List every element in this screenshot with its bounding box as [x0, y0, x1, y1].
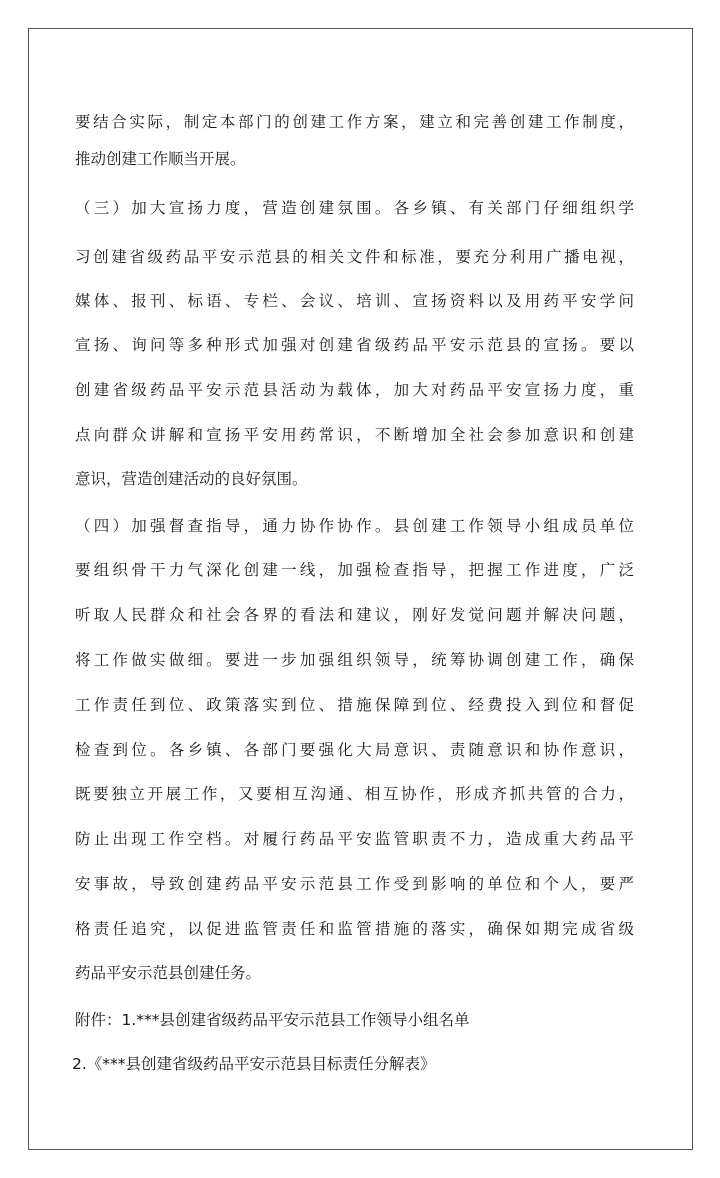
text-line: 宣扬、询问等多种形式加强对创建省级药品平安示范县的宣扬。要以	[75, 336, 634, 354]
text-line: 检查到位。各乡镇、各部门要强化大局意识、责随意识和协作意识，	[75, 741, 634, 759]
text-line: 药品平安示范县创建任务。	[75, 964, 262, 982]
text-line: 工作责任到位、政策落实到位、措施保障到位、经费投入到位和督促	[75, 696, 634, 714]
text-line: 创建省级药品平安示范县活动为载体，加大对药品平安宣扬力度，重	[75, 381, 634, 399]
text-line: （三）加大宣扬力度，营造创建氛围。各乡镇、有关部门仔细组织学	[75, 199, 634, 217]
attachment-line-2: 2.《***县创建省级药品平安示范县目标责任分解表》	[72, 1055, 436, 1073]
text-line: 要结合实际，制定本部门的创建工作方案，建立和完善创建工作制度，	[75, 113, 634, 131]
text-line: 将工作做实做细。要进一步加强组织领导，统筹协调创建工作，确保	[75, 651, 634, 669]
text-line: （四）加强督查指导，通力协作协作。县创建工作领导小组成员单位	[75, 517, 634, 535]
text-line: 点向群众讲解和宣扬平安用药常识，不断增加全社会参加意识和创建	[75, 426, 634, 444]
text-line: 听取人民群众和社会各界的看法和建议，刚好发觉问题并解决问题，	[75, 606, 634, 624]
attachment-line-1: 附件：1.***县创建省级药品平安示范县工作领导小组名单	[75, 1011, 470, 1029]
text-line: 防止出现工作空档。对履行药品平安监管职责不力，造成重大药品平	[75, 830, 634, 848]
text-line: 意识，营造创建活动的良好氛围。	[75, 470, 308, 488]
text-line: 媒体、报刊、标语、专栏、会议、培训、宣扬资料以及用药平安学问	[75, 292, 634, 310]
text-line: 习创建省级药品平安示范县的相关文件和标准，要充分利用广播电视，	[75, 248, 634, 266]
text-line: 既要独立开展工作，又要相互沟通、相互协作，形成齐抓共管的合力，	[75, 785, 634, 803]
text-line: 安事故，导致创建药品平安示范县工作受到影响的单位和个人，要严	[75, 875, 634, 893]
text-line: 格责任追究，以促进监管责任和监管措施的落实，确保如期完成省级	[75, 920, 634, 938]
text-line: 要组织骨干力气深化创建一线，加强检查指导，把握工作进度，广泛	[75, 561, 634, 579]
text-line: 推动创建工作顺当开展。	[75, 150, 246, 168]
